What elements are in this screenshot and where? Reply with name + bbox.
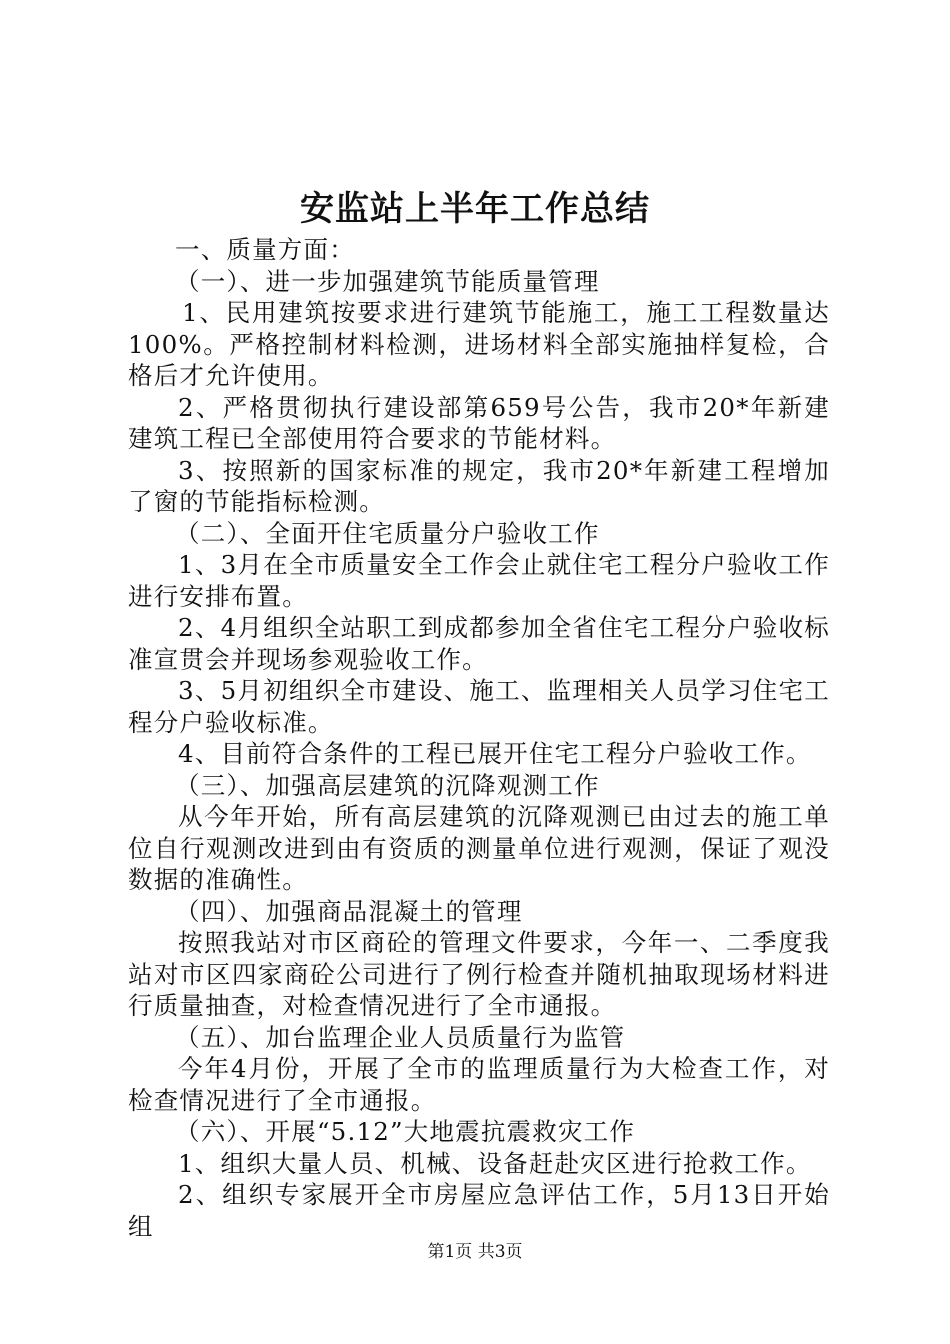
paragraph: （六）、开展“5.12”大地震抗震救灾工作 [175,1117,636,1146]
paragraph: 1、民用建筑按要求进行建筑节能施工，施工工程数量达100%。严格控制材料检测，进场材料全部实施抽样复检，合格后才允许使用。 [128,298,830,390]
paragraph: 按照我站对市区商砼的管理文件要求，今年一、二季度我站对市区四家商砼公司进行了例行检查并随机抽取现场材料进行质量抽查，对检查情况进行了全市通报。 [128,928,830,1020]
paragraph: 1、组织大量人员、机械、设备赶赴灾区进行抢救工作。 [178,1148,812,1178]
document-title: 安监站上半年工作总结 [300,189,650,229]
page-footer: 第1页 共3页 [427,1242,523,1262]
paragraph: （五）、加台监理企业人员质量行为监管 [175,1022,626,1052]
paragraph: 2、4月组织全站职工到成都参加全省住宅工程分户验收标准宣贯会并现场参观验收工作。 [128,613,830,674]
paragraph: （一）、进一步加强建筑节能质量管理 [175,266,600,296]
paragraph: 4、目前符合条件的工程已展开住宅工程分户验收工作。 [178,739,812,768]
paragraph: 2、严格贯彻执行建设部第659号公告，我市20*年新建建筑工程已全部使用符合要求的节能材料。 [128,392,830,453]
paragraph: 3、5月初组织全市建设、施工、监理相关人员学习住宅工程分户验收标准。 [128,676,830,737]
document-body [128,234,830,1242]
paragraph: 一、质量方面： [175,235,355,264]
paragraph: （二）、全面开住宅质量分户验收工作 [175,518,600,548]
paragraph: 3、按照新的国家标准的规定，我市20*年新建工程增加了窗的节能指标检测。 [128,455,830,516]
paragraph: 从今年开始，所有高层建筑的沉降观测已由过去的施工单位自行观测改进到由有资质的测量单位进行观测，保证了观没数据的准确性。 [128,802,830,894]
paragraph: 2、组织专家展开全市房屋应急评估工作，5月13日开始组 [128,1180,830,1241]
paragraph: 今年4月份，开展了全市的监理质量行为大检查工作，对检查情况进行了全市通报。 [128,1054,830,1115]
paragraph: （三）、加强高层建筑的沉降观测工作 [175,770,600,800]
paragraph: 1、3月在全市质量安全工作会止就住宅工程分户验收工作进行安排布置。 [128,550,830,611]
paragraph: （四）、加强商品混凝土的管理 [175,896,523,926]
